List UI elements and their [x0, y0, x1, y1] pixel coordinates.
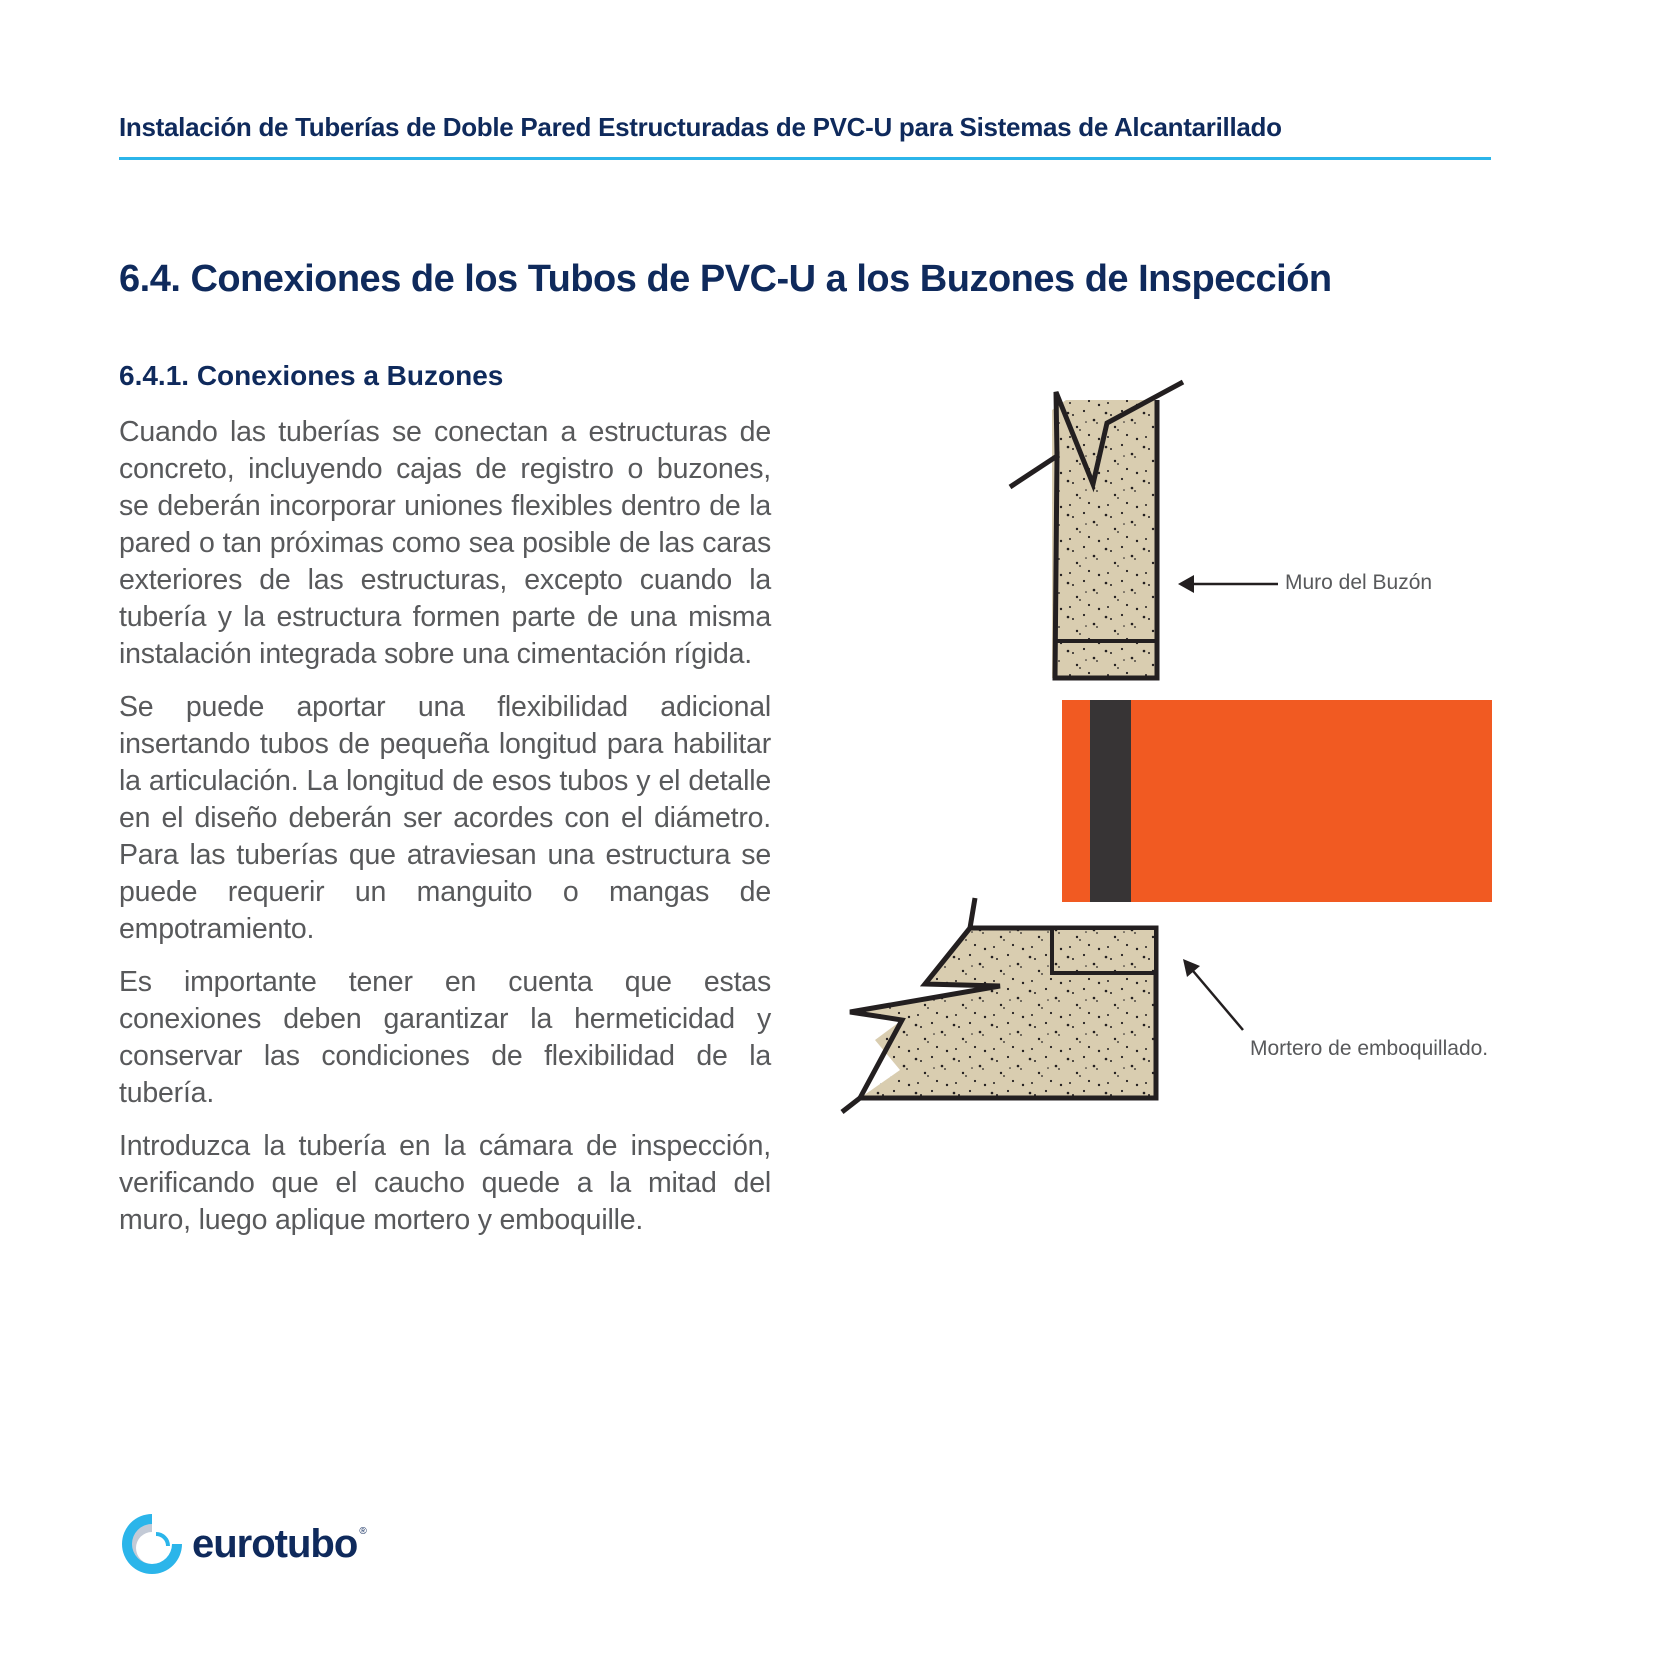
arrow-mortar: [1183, 959, 1243, 1030]
subsection-title: 6.4.1. Conexiones a Buzones: [119, 360, 504, 391]
arrow-wall: [1178, 575, 1278, 593]
registered-mark: ®: [359, 1526, 367, 1537]
lower-wall-block: [842, 898, 1156, 1112]
paragraph: Es importante tener en cuenta que estas conexiones deben garantizar la hermeticidad y conservar las condiciones de flexibilidad de la tubería.: [119, 966, 771, 1109]
eurotubo-logo: [118, 1508, 367, 1580]
paragraph: Se puede aportar una flexibilidad adicional insertando tubos de pequeña longitud para habilitar la articulación. La longitud de esos tubos y el detalle en el diseño deberán ser acordes con el diámetro. Para las tuberías que atraviesan una estructura se puede requerir un manguito o mangas de empotramiento.: [119, 691, 771, 945]
mortar-label: Mortero de emboquillado.: [1250, 1037, 1489, 1060]
logo-wordmark: eurotubo: [192, 1521, 358, 1566]
wall-label: Muro del Buzón: [1285, 571, 1433, 594]
corrugated-pipe: [1062, 700, 1492, 902]
upper-wall-block: [1010, 382, 1183, 678]
section-title: 6.4. Conexiones de los Tubos de PVC-U a los Buzones de Inspección: [119, 258, 1332, 300]
paragraph: Introduzca la tubería en la cámara de inspección, verificando que el caucho quede a la mitad del muro, luego aplique mortero y emboquille.: [119, 1130, 771, 1236]
paragraph: Cuando las tuberías se conectan a estructuras de concreto, incluyendo cajas de registro o buzones, se deberán incorporar uniones flexibles dentro de la pared o tan próximas como sea posible de las caras exteriores de las estructuras, excepto cuando la tubería y la estructura formen parte de una misma instalación integrada sobre una cimentación rígida.: [119, 416, 771, 670]
document-header-title: Instalación de Tuberías de Doble Pared Estructuradas de PVC-U para Sistemas de Alcantarillado: [119, 112, 1282, 142]
logo-swirl-icon: [118, 1510, 186, 1578]
